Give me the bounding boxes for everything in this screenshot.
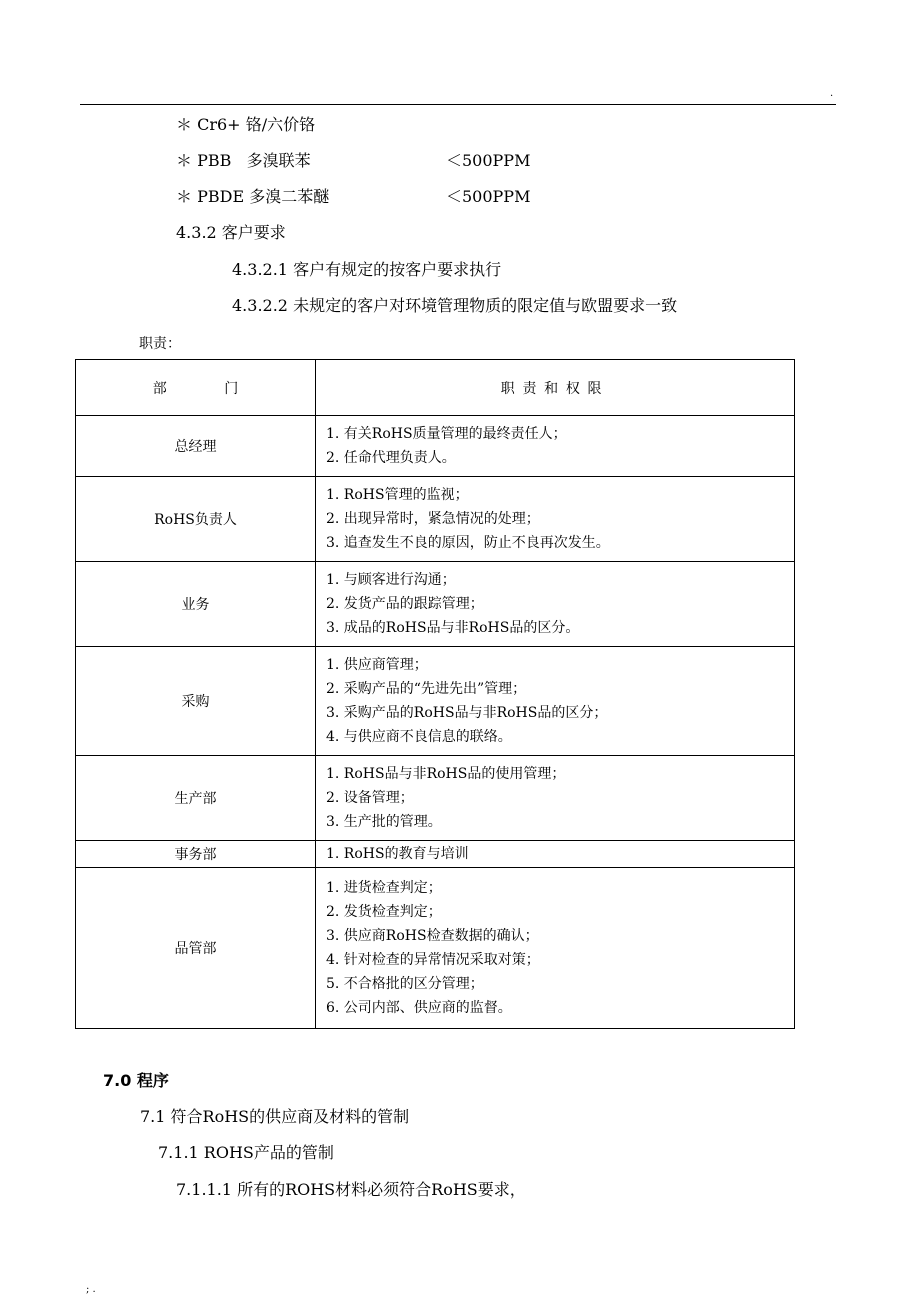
clause: 7.1.1.1 所有的ROHS材料必须符合RoHS要求， — [176, 1180, 526, 1199]
header-dept: 部 门 — [76, 360, 316, 416]
footer-mark: ; . — [86, 1284, 96, 1295]
duty-cell: 1. 供应商管理； 2. 采购产品的“先进先出”管理； 3. 采购产品的RoHS品与非RoHS品的区分； 4. 与供应商不良信息的联络。 — [316, 647, 795, 756]
header-rule — [80, 104, 836, 105]
dept-cell: 事务部 — [76, 841, 316, 868]
table-row — [76, 647, 795, 756]
duty-cell: 1. RoHS品与非RoHS品的使用管理； 2. 设备管理； 3. 生产批的管理。 — [316, 756, 795, 841]
responsibility-table — [75, 359, 795, 1029]
table-row — [76, 868, 795, 1029]
responsibility-label: 职责： — [139, 336, 181, 352]
table-row — [76, 756, 795, 841]
table-row — [76, 477, 795, 562]
dept-cell: RoHS负责人 — [76, 477, 316, 562]
substance-item: ＊ PBDE 多溴二苯醚 — [176, 187, 330, 206]
subsection-heading: 7.1 符合RoHS的供应商及材料的管制 — [140, 1107, 410, 1126]
clause: 4.3.2.2 未规定的客户对环境管理物质的限定值与欧盟要求一致 — [232, 296, 678, 315]
dept-cell: 采购 — [76, 647, 316, 756]
substance-item: ＊ Cr6+ 铬/六价铬 — [176, 115, 316, 134]
dept-cell: 总经理 — [76, 416, 316, 477]
dept-cell: 业务 — [76, 562, 316, 647]
substance-item: ＊ PBB 多溴联苯 — [176, 151, 311, 170]
dept-cell: 生产部 — [76, 756, 316, 841]
duty-cell: 1. 有关RoHS质量管理的最终责任人； 2. 任命代理负责人。 — [316, 416, 795, 477]
substance-limit: ＜500PPM — [446, 151, 531, 170]
dept-cell: 品管部 — [76, 868, 316, 1029]
header-duty: 职责和权限 — [316, 360, 795, 416]
substance-limit: ＜500PPM — [446, 187, 531, 206]
duty-cell: 1. 进货检查判定； 2. 发货检查判定； 3. 供应商RoHS检查数据的确认； 4. 针对检查的异常情况采取对策； 5. 不合格批的区分管理； 6. 公司内部、供应商的监督。 — [316, 868, 795, 1029]
table-header-row — [76, 360, 795, 416]
duty-cell: 1. RoHS管理的监视； 2. 出现异常时，紧急情况的处理； 3. 追查发生不良的原因，防止不良再次发生。 — [316, 477, 795, 562]
duty-cell: 1. RoHS的教育与培训 — [316, 841, 795, 868]
table-row — [76, 841, 795, 868]
table-row — [76, 416, 795, 477]
subsection-heading: 7.1.1 ROHS产品的管制 — [158, 1143, 334, 1162]
header-mark: . — [830, 88, 834, 99]
procedure-heading: 7.0 程序 — [103, 1071, 169, 1090]
section-heading: 4.3.2 客户要求 — [176, 223, 286, 242]
table-row — [76, 562, 795, 647]
duty-cell: 1. 与顾客进行沟通； 2. 发货产品的跟踪管理； 3. 成品的RoHS品与非RoHS品的区分。 — [316, 562, 795, 647]
clause: 4.3.2.1 客户有规定的按客户要求执行 — [232, 260, 502, 279]
